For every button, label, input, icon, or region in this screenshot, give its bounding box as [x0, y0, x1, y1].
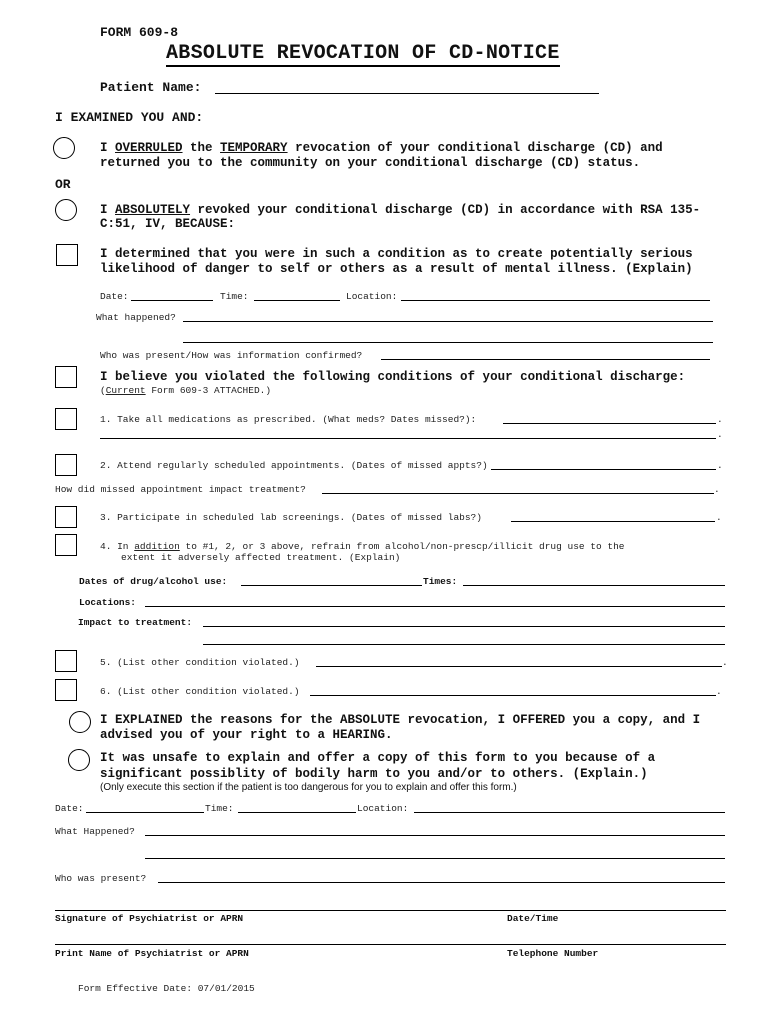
condition-1-field-2[interactable]	[100, 438, 716, 439]
condition-2-field[interactable]	[491, 469, 716, 470]
condition-6-field[interactable]	[310, 695, 716, 696]
danger-location-label: Location:	[346, 291, 398, 302]
signature-line[interactable]	[55, 910, 726, 911]
unsafe-radio[interactable]	[68, 749, 90, 771]
danger-what-field[interactable]	[183, 321, 713, 322]
unsafe-text-line2: significant possiblity of bodily harm to you and/or to others. (Explain.)	[100, 767, 648, 781]
danger-what-label: What happened?	[96, 312, 176, 323]
condition-3-checkbox[interactable]	[55, 506, 77, 528]
violated-checkbox[interactable]	[55, 366, 77, 388]
drug-impact-label: Impact to treatment:	[78, 617, 193, 628]
condition-5-checkbox[interactable]	[55, 650, 77, 672]
form-title: ABSOLUTE REVOCATION OF CD-NOTICE	[166, 42, 560, 65]
danger-date-field[interactable]	[131, 300, 213, 301]
condition-4-label-line2: extent it adversely affected treatment. (Explain)	[121, 552, 401, 563]
danger-who-label: Who was present/How was information confirmed?	[100, 350, 363, 361]
condition-2-checkbox[interactable]	[55, 454, 77, 476]
drug-locations-field[interactable]	[145, 606, 725, 607]
danger-checkbox[interactable]	[56, 244, 78, 266]
bottom-what-label: What Happened?	[55, 826, 135, 837]
danger-who-field[interactable]	[381, 359, 710, 360]
bottom-location-label: Location:	[357, 803, 409, 814]
danger-time-label: Time:	[220, 291, 249, 302]
bottom-date-label: Date:	[55, 803, 84, 814]
condition-6-checkbox[interactable]	[55, 679, 77, 701]
bottom-what-field-2[interactable]	[145, 858, 725, 859]
signature-label: Signature of Psychiatrist or APRN	[55, 913, 244, 924]
print-name-line[interactable]	[55, 944, 726, 945]
danger-location-field[interactable]	[401, 300, 710, 301]
violated-subtext: (Current Form 609-3 ATTACHED.)	[100, 385, 272, 396]
condition-4-label-line1: 4. In addition to #1, 2, or 3 above, refrain from alcohol/non-prescp/illicit drug use to the	[100, 541, 625, 552]
condition-1-label: 1. Take all medications as prescribed. (What meds? Dates missed?):	[100, 414, 477, 425]
bottom-what-field[interactable]	[145, 835, 725, 836]
danger-date-label: Date:	[100, 291, 129, 302]
bottom-time-field[interactable]	[238, 812, 356, 813]
condition-2-period: .	[717, 460, 723, 471]
overruled-radio[interactable]	[53, 137, 75, 159]
date-time-label: Date/Time	[507, 913, 559, 924]
telephone-label: Telephone Number	[507, 948, 599, 959]
patient-name-field[interactable]	[215, 93, 599, 94]
danger-text-line2: likelihood of danger to self or others as a result of mental illness. (Explain)	[100, 262, 693, 276]
print-name-label: Print Name of Psychiatrist or APRN	[55, 948, 249, 959]
explained-radio[interactable]	[69, 711, 91, 733]
drug-impact-field[interactable]	[203, 626, 725, 627]
unsafe-text-line1: It was unsafe to explain and offer a copy of this form to you because of a	[100, 751, 656, 765]
bottom-time-label: Time:	[205, 803, 234, 814]
drug-dates-label: Dates of drug/alcohol use:	[79, 576, 228, 587]
bottom-who-field[interactable]	[158, 882, 725, 883]
condition-5-period: .	[722, 657, 728, 668]
bottom-location-field[interactable]	[414, 812, 725, 813]
overruled-text-line2: returned you to the community on your conditional discharge (CD) status.	[100, 156, 641, 170]
bottom-who-label: Who was present?	[55, 873, 147, 884]
drug-times-field[interactable]	[463, 585, 725, 586]
condition-2-impact-label: How did missed appointment impact treatment?	[55, 484, 306, 495]
form-number: FORM 609-8	[100, 25, 179, 40]
overruled-text-line1: I OVERRULED the TEMPORARY revocation of your conditional discharge (CD) and	[100, 141, 663, 155]
condition-6-period: .	[716, 686, 722, 697]
condition-1-period: .	[717, 414, 723, 425]
danger-time-field[interactable]	[254, 300, 340, 301]
condition-5-field[interactable]	[316, 666, 722, 667]
danger-what-field-2[interactable]	[183, 342, 713, 343]
form-effective-date: Form Effective Date: 07/01/2015	[78, 983, 255, 994]
condition-2-impact-period: .	[714, 484, 720, 495]
condition-2-impact-field[interactable]	[322, 493, 714, 494]
condition-3-label: 3. Participate in scheduled lab screenings. (Dates of missed labs?)	[100, 512, 482, 523]
unsafe-note: (Only execute this section if the patient is too dangerous for you to explain and offer this form.)	[100, 782, 517, 793]
examined-heading: I EXAMINED YOU AND:	[55, 110, 204, 125]
condition-3-field[interactable]	[511, 521, 715, 522]
revoked-text-line1: I ABSOLUTELY revoked your conditional discharge (CD) in accordance with RSA 135-	[100, 203, 701, 217]
drug-times-label: Times:	[423, 576, 458, 587]
absolutely-revoked-radio[interactable]	[55, 199, 77, 221]
condition-3-period: .	[716, 512, 722, 523]
drug-locations-label: Locations:	[79, 597, 137, 608]
revoked-text-line2: C:51, IV, BECAUSE:	[100, 217, 236, 231]
danger-text-line1: I determined that you were in such a condition as to create potentially serious	[100, 247, 693, 261]
condition-2-label: 2. Attend regularly scheduled appointments. (Dates of missed appts?)	[100, 460, 488, 471]
patient-name-label: Patient Name:	[100, 80, 202, 95]
or-label: OR	[55, 177, 71, 192]
drug-dates-field[interactable]	[241, 585, 422, 586]
explained-text-line2: advised you of your right to a HEARING.	[100, 728, 393, 742]
condition-1-checkbox[interactable]	[55, 408, 77, 430]
explained-text-line1: I EXPLAINED the reasons for the ABSOLUTE revocation, I OFFERED you a copy, and I	[100, 713, 701, 727]
condition-1-period-2: .	[717, 429, 723, 440]
condition-4-checkbox[interactable]	[55, 534, 77, 556]
violated-heading: I believe you violated the following conditions of your conditional discharge:	[100, 370, 686, 384]
bottom-date-field[interactable]	[86, 812, 204, 813]
condition-1-field[interactable]	[503, 423, 716, 424]
condition-6-label: 6. (List other condition violated.)	[100, 686, 300, 697]
drug-impact-field-2[interactable]	[203, 644, 725, 645]
condition-5-label: 5. (List other condition violated.)	[100, 657, 300, 668]
